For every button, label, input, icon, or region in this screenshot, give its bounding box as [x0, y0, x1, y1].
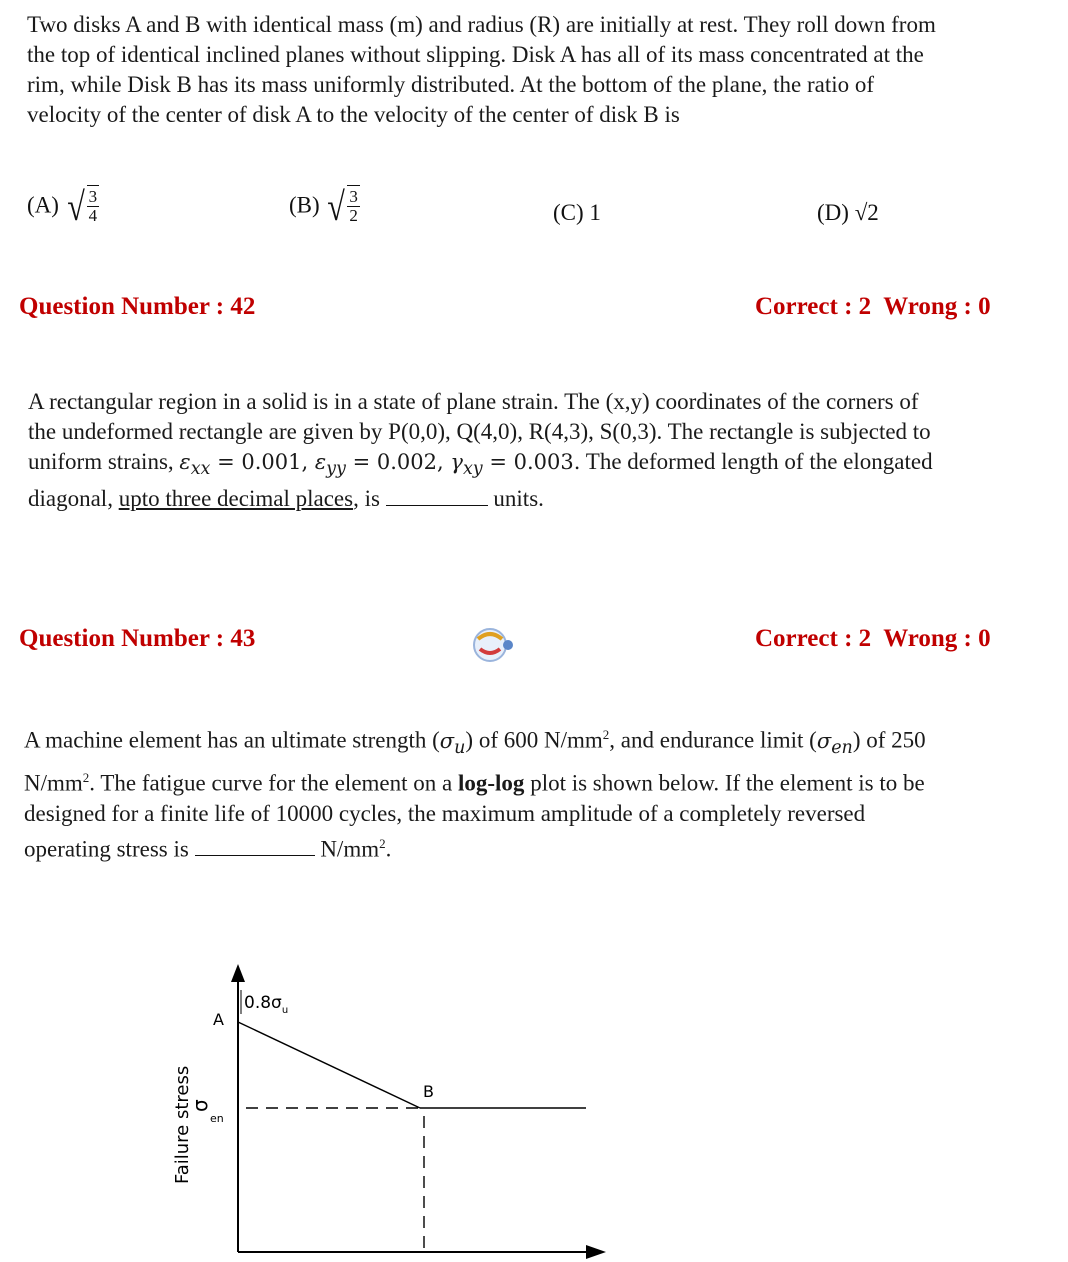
option-d-value: √2 — [854, 200, 879, 225]
wrong-count: Wrong : 0 — [883, 625, 991, 652]
option-c-value: 1 — [589, 200, 601, 225]
label-endurance: σ — [188, 1099, 212, 1112]
question-42-score — [755, 293, 991, 321]
radical-sign: √ — [66, 184, 85, 229]
option-c-label: (C) — [553, 200, 584, 225]
q42-line-1: A rectangular region in a solid is in a state of plane strain. The (x,y) coordinates of the corners of — [28, 389, 919, 414]
option-b-label: (B) — [289, 192, 320, 218]
radical-sign: √ — [327, 184, 346, 229]
label-point-b: B — [423, 1082, 434, 1101]
option-d-label: (D) — [817, 200, 849, 225]
label-endurance-sub: en — [210, 1112, 224, 1125]
q43-line-2: $N/mm^2$. The fatigue curve for the element on a log-log plot is shown below. If the element is to be — [24, 769, 925, 796]
q43-line-1: A machine element has an ultimate strength $(\sigma_u)$ of 600 $N/mm^2$, and endurance limit $(\sigma_{en})$ of 250 — [24, 727, 926, 758]
wrong-count: Wrong : 0 — [883, 293, 991, 320]
q42-line-2: the undeformed rectangle are given by P(0,0), Q(4,0), R(4,3), S(0,3). The rectangle is subjected to — [28, 419, 931, 444]
q43-line-4: operating stress is $N/mm^2$. — [24, 835, 392, 862]
q43-text — [24, 720, 926, 864]
watermark-logo-icon — [470, 625, 516, 665]
q42-line-4: diagonal, upto three decimal places, is units. — [28, 486, 544, 512]
q43-line-3: designed for a finite life of 10000 cycles, the maximum amplitude of a completely reversed — [24, 800, 866, 826]
x-axis-arrow-icon — [586, 1245, 606, 1259]
option-d — [817, 200, 879, 226]
option-b-numerator: 3 — [349, 187, 358, 206]
q41-text — [27, 10, 936, 130]
fatigue-curve-figure — [150, 950, 620, 1262]
option-a-denominator: 4 — [88, 206, 98, 225]
option-a-label: (A) — [27, 192, 59, 218]
option-b-sqrt — [325, 185, 359, 229]
option-b-fraction — [347, 188, 360, 225]
label-ultimate-fraction: $0.8\sigma_u$ — [244, 993, 289, 1016]
option-b-denominator: 2 — [349, 206, 358, 225]
q41-line-2: the top of identical inclined planes without slipping. Disk A has all of its mass concentrated at the — [27, 42, 924, 67]
q41-line-3: rim, while Disk B has its mass uniformly distributed. At the bottom of the plane, the ratio of — [27, 72, 875, 97]
option-a-fraction — [87, 188, 100, 225]
answer-blank[interactable] — [195, 835, 315, 856]
y-axis-label: Failure stress — [172, 1065, 193, 1184]
sn-curve-slope — [238, 1022, 420, 1108]
question-43-heading: Question Number : 43 — [19, 625, 256, 652]
question-43-score — [755, 625, 991, 653]
option-c — [553, 200, 601, 226]
option-a-sqrt — [65, 185, 99, 229]
q42-text — [28, 387, 933, 514]
option-b — [289, 185, 360, 229]
label-point-a: A — [213, 1010, 224, 1029]
q41-line-4: velocity of the center of disk A to the velocity of the center of disk B is — [27, 102, 680, 127]
correct-count: Correct : 2 — [755, 293, 872, 320]
q42-line-3: uniform strains, $\varepsilon_{xx} = 0.001$, $\varepsilon_{yy} = 0.002$, $\gamma_{xy} = 0.003$. The deformed length of the elongated — [28, 449, 933, 480]
correct-count: Correct : 2 — [755, 625, 872, 652]
q41-line-1: Two disks A and B with identical mass (m) and radius (R) are initially at rest. They roll down from — [27, 12, 936, 37]
question-42-heading: Question Number : 42 — [19, 293, 256, 320]
option-a-numerator: 3 — [88, 187, 98, 206]
y-axis-arrow-icon — [231, 964, 245, 982]
answer-blank[interactable] — [386, 485, 488, 506]
option-a — [27, 185, 99, 229]
